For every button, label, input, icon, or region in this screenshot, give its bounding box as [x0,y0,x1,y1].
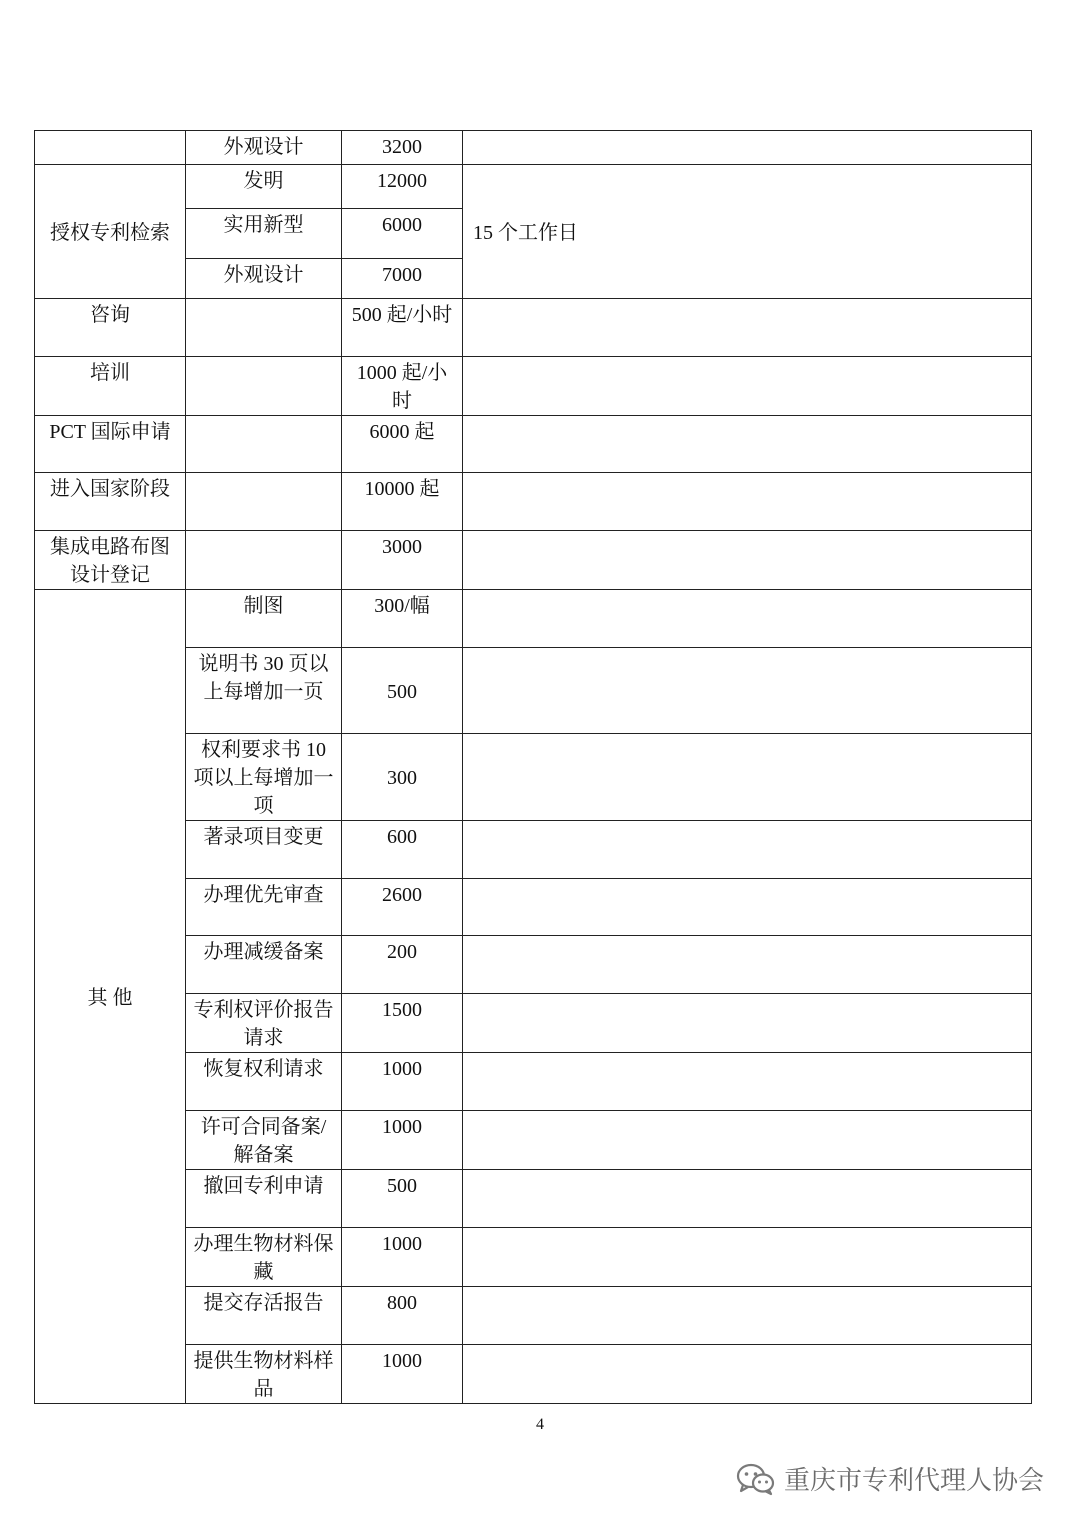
table-row [35,531,1032,590]
table-row [35,416,1032,473]
fee-cell: 1000 [342,1053,463,1111]
category-cell: 咨询 [35,299,186,357]
fee-cell: 7000 [342,259,463,299]
fee-cell: 2600 [342,879,463,936]
category-cell: 进入国家阶段 [35,473,186,531]
category-cell [35,131,186,165]
wechat-icon [736,1462,776,1496]
table-row [35,165,1032,209]
note-cell [463,821,1032,879]
item-cell: 权利要求书 10 项以上每增加一项 [186,734,342,821]
table-row [35,299,1032,357]
note-cell [463,131,1032,165]
fee-cell: 1000 起/小时 [342,357,463,416]
fee-cell: 10000 起 [342,473,463,531]
category-cell: 集成电路布图设计登记 [35,531,186,590]
fee-cell: 300 [342,734,463,821]
note-cell [463,648,1032,734]
fee-cell: 800 [342,1287,463,1345]
item-cell: 办理减缓备案 [186,936,342,994]
category-cell: 其 他 [35,590,186,1404]
fee-cell: 3200 [342,131,463,165]
note-cell [463,1111,1032,1170]
fee-cell: 12000 [342,165,463,209]
note-cell: 15 个工作日 [463,165,1032,299]
item-cell [186,473,342,531]
item-cell: 许可合同备案/解备案 [186,1111,342,1170]
fee-cell: 6000 起 [342,416,463,473]
item-cell [186,531,342,590]
note-cell [463,473,1032,531]
fee-cell: 1000 [342,1228,463,1287]
note-cell [463,299,1032,357]
table-row [35,131,1032,165]
fee-cell: 500 起/小时 [342,299,463,357]
note-cell [463,734,1032,821]
fee-cell: 1000 [342,1345,463,1404]
note-cell [463,1287,1032,1345]
fee-cell: 200 [342,936,463,994]
item-cell: 外观设计 [186,259,342,299]
fee-table [34,130,1032,1404]
note-cell [463,357,1032,416]
item-cell [186,357,342,416]
item-cell: 提交存活报告 [186,1287,342,1345]
page-number: 4 [536,1416,544,1433]
watermark-text: 重庆市专利代理人协会 [783,1466,1044,1496]
item-cell: 著录项目变更 [186,821,342,879]
note-cell [463,1053,1032,1111]
fee-cell: 500 [342,1170,463,1228]
item-cell: 提供生物材料样品 [186,1345,342,1404]
fee-cell: 6000 [342,209,463,259]
item-cell: 实用新型 [186,209,342,259]
fee-cell: 600 [342,821,463,879]
note-cell [463,936,1032,994]
item-cell: 专利权评价报告请求 [186,994,342,1053]
note-cell [463,1345,1032,1404]
item-cell: 撤回专利申请 [186,1170,342,1228]
item-cell: 办理生物材料保藏 [186,1228,342,1287]
item-cell: 办理优先审查 [186,879,342,936]
table-row [35,590,1032,648]
note-cell [463,1228,1032,1287]
category-cell: 培训 [35,357,186,416]
note-cell [463,879,1032,936]
item-cell: 恢复权利请求 [186,1053,342,1111]
item-cell [186,299,342,357]
fee-cell: 1000 [342,1111,463,1170]
watermark [736,1460,1044,1497]
note-cell [463,590,1032,648]
fee-cell: 300/幅 [342,590,463,648]
item-cell: 外观设计 [186,131,342,165]
fee-cell: 3000 [342,531,463,590]
table-row [35,473,1032,531]
note-cell [463,531,1032,590]
fee-cell: 1500 [342,994,463,1053]
item-cell: 发明 [186,165,342,209]
table-row [35,357,1032,416]
item-cell [186,416,342,473]
item-cell: 说明书 30 页以上每增加一页 [186,648,342,734]
category-cell: PCT 国际申请 [35,416,186,473]
note-cell [463,1170,1032,1228]
note-cell [463,994,1032,1053]
fee-cell: 500 [342,648,463,734]
item-cell: 制图 [186,590,342,648]
category-cell: 授权专利检索 [35,165,186,299]
note-cell [463,416,1032,473]
